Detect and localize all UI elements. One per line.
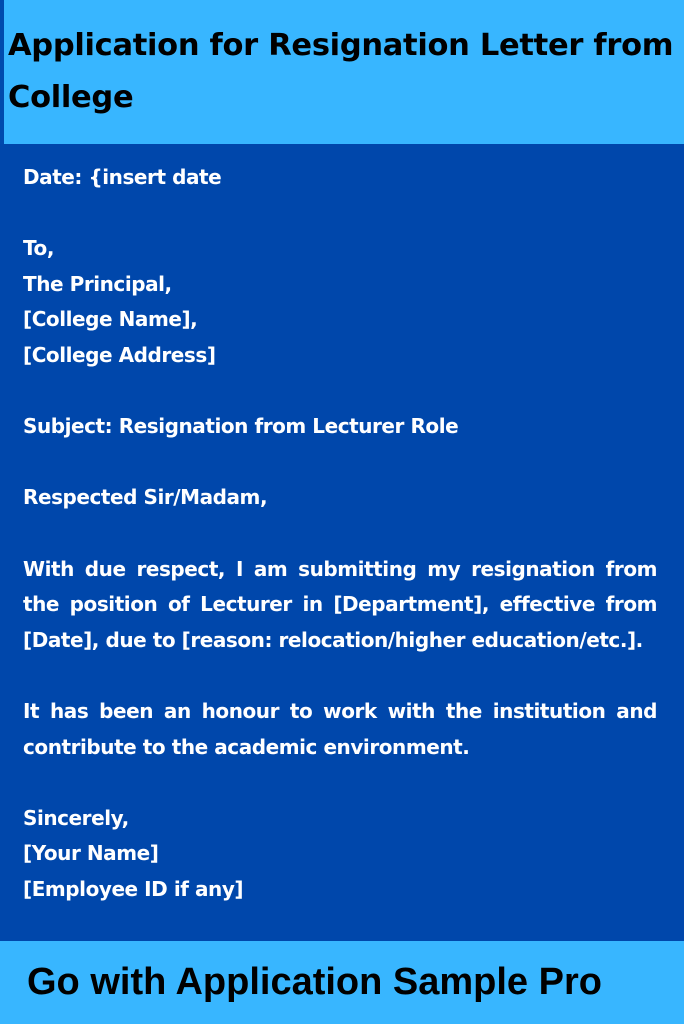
spacer xyxy=(23,765,657,801)
spacer xyxy=(23,196,657,232)
page-title: Application for Resignation Letter from College xyxy=(8,28,674,115)
spacer xyxy=(23,445,657,481)
letter-recipient: The Principal, xyxy=(23,271,172,296)
spacer xyxy=(23,658,657,694)
footer-banner xyxy=(0,941,684,1024)
letter-college-name: [College Name], xyxy=(23,307,198,332)
letter-employee-id: [Employee ID if any] xyxy=(23,876,244,901)
letter-subject: Subject: Resignation from Lecturer Role xyxy=(23,414,459,439)
spacer xyxy=(23,516,657,552)
letter-closing: Sincerely, xyxy=(23,805,129,830)
letter-paragraph-1: With due respect, I am submitting my resignation from the position of Lecturer in [Department], effective from [Date], due to [reason: relocation/higher education/etc.]. xyxy=(23,556,657,652)
letter-date: Date: {insert date xyxy=(23,165,222,189)
letter-salutation: Respected Sir/Madam, xyxy=(23,485,268,510)
letter-your-name: [Your Name] xyxy=(23,841,159,866)
letter-paragraph-2: It has been an honour to work with the institution and contribute to the academic environment. xyxy=(23,698,657,759)
letter-college-address: [College Address] xyxy=(23,342,216,367)
title-banner xyxy=(0,0,684,144)
spacer xyxy=(23,374,657,410)
footer-text: Go with Application Sample Pro xyxy=(27,961,602,1003)
letter-body xyxy=(23,160,657,907)
letter-to: To, xyxy=(23,236,54,261)
